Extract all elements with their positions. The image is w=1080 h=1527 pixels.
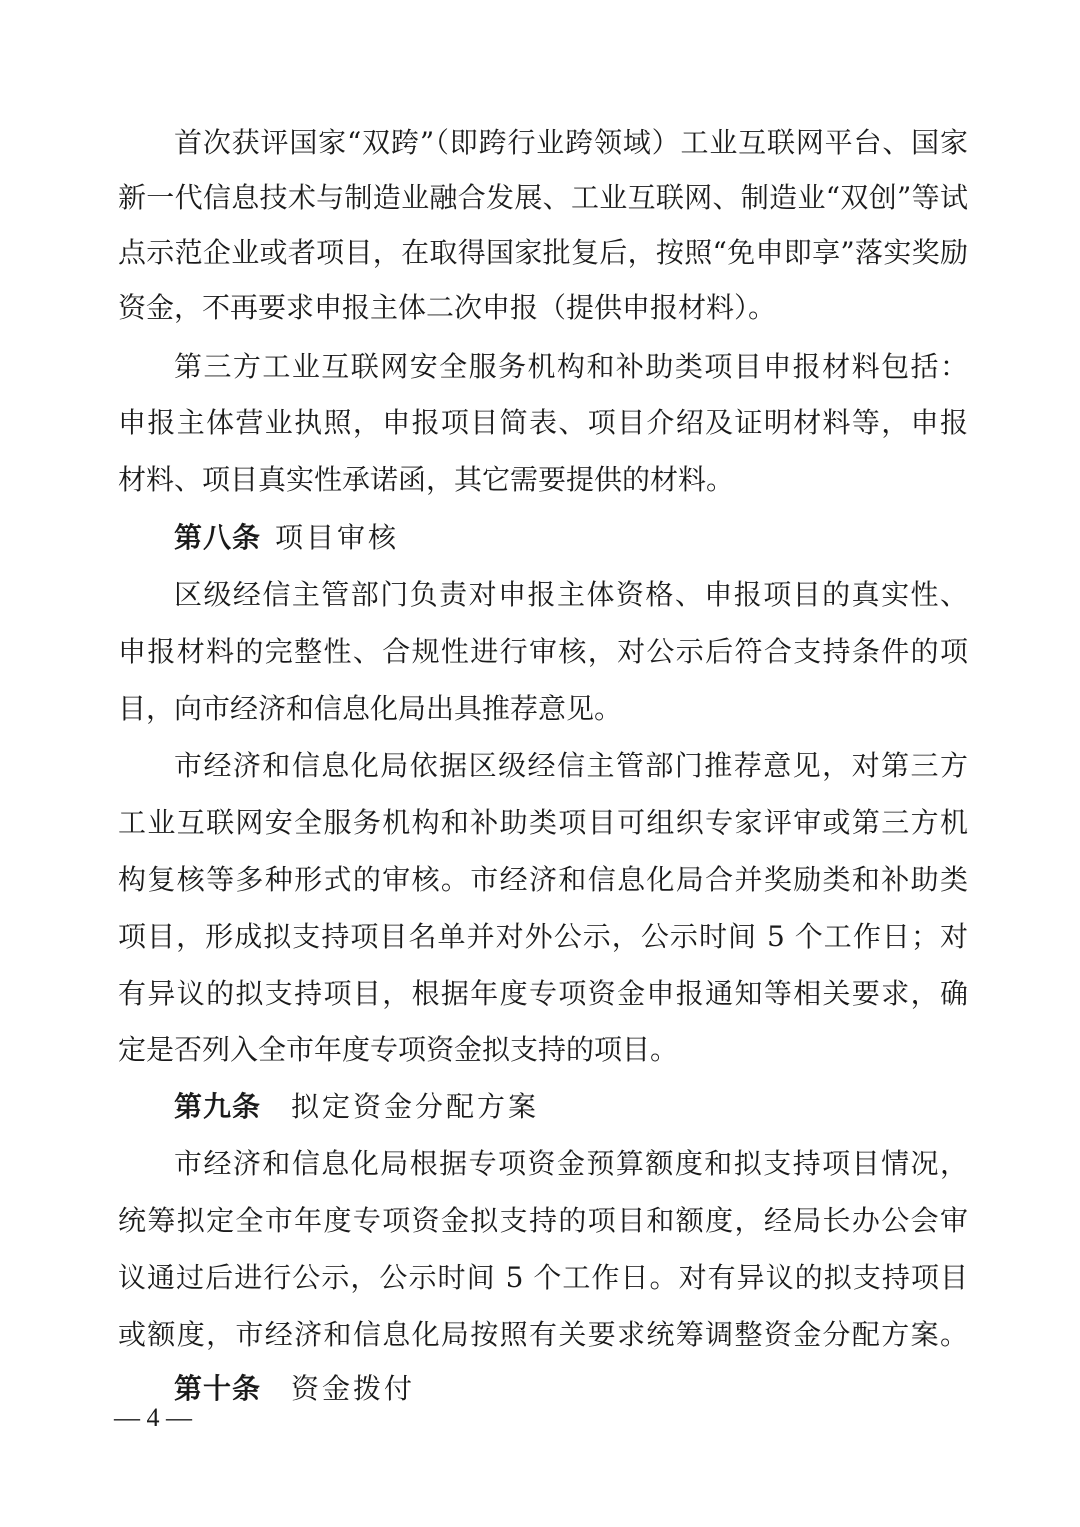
article-9-heading <box>174 1087 539 1127</box>
paragraph-line: 议通过后进行公示，公示时间 5 个工作日。对有异议的拟支持项目 <box>118 1261 968 1294</box>
paragraph-line: 有异议的拟支持项目，根据年度专项资金申报通知等相关要求，确 <box>118 977 968 1010</box>
paragraph-line: 统筹拟定全市年度专项资金拟支持的项目和额度，经局长办公会审 <box>118 1204 968 1237</box>
paragraph-line: 第三方工业互联网安全服务机构和补助类项目申报材料包括： <box>174 350 968 383</box>
paragraph-line: 区级经信主管部门负责对申报主体资格、申报项目的真实性、 <box>174 578 968 611</box>
paragraph-line: 材料、项目真实性承诺函，其它需要提供的材料。 <box>118 463 735 496</box>
paragraph-line: 申报材料的完整性、合规性进行审核，对公示后符合支持条件的项 <box>118 635 968 668</box>
article-10-heading <box>174 1369 415 1409</box>
paragraph-line: 点示范企业或者项目，在取得国家批复后，按照“免申即享”落实奖励 <box>118 236 968 269</box>
article-number: 第十条 <box>174 1372 262 1405</box>
paragraph-line: 构复核等多种形式的审核。市经济和信息化局合并奖励类和补助类 <box>118 863 968 896</box>
paragraph-line: 市经济和信息化局根据专项资金预算额度和拟支持项目情况， <box>174 1147 968 1180</box>
article-number: 第九条 <box>174 1090 262 1123</box>
paragraph-line: 市经济和信息化局依据区级经信主管部门推荐意见，对第三方 <box>174 749 968 782</box>
article-number: 第八条 <box>174 521 262 554</box>
article-title: 资金拨付 <box>291 1372 416 1405</box>
article-8-heading <box>174 518 399 558</box>
paragraph-line: 新一代信息技术与制造业融合发展、工业互联网、制造业“双创”等试 <box>118 181 968 214</box>
paragraph-line: 资金，不再要求申报主体二次申报（提供申报材料）。 <box>118 291 777 324</box>
page-number: — 4 — <box>114 1403 192 1432</box>
paragraph-line: 或额度，市经济和信息化局按照有关要求统筹调整资金分配方案。 <box>118 1318 968 1351</box>
paragraph-line: 申报主体营业执照，申报项目简表、项目介绍及证明材料等，申报 <box>118 406 968 439</box>
article-title: 项目审核 <box>275 521 400 554</box>
paragraph-line: 定是否列入全市年度专项资金拟支持的项目。 <box>118 1033 679 1066</box>
paragraph-line: 首次获评国家“双跨”（即跨行业跨领域）工业互联网平台、国家 <box>174 126 968 159</box>
paragraph-line: 工业互联网安全服务机构和补助类项目可组织专家评审或第三方机 <box>118 806 968 839</box>
paragraph-line: 目，向市经济和信息化局出具推荐意见。 <box>118 692 623 725</box>
paragraph-line: 项目，形成拟支持项目名单并对外公示，公示时间 5 个工作日；对 <box>118 920 968 953</box>
article-title: 拟定资金分配方案 <box>291 1090 540 1123</box>
